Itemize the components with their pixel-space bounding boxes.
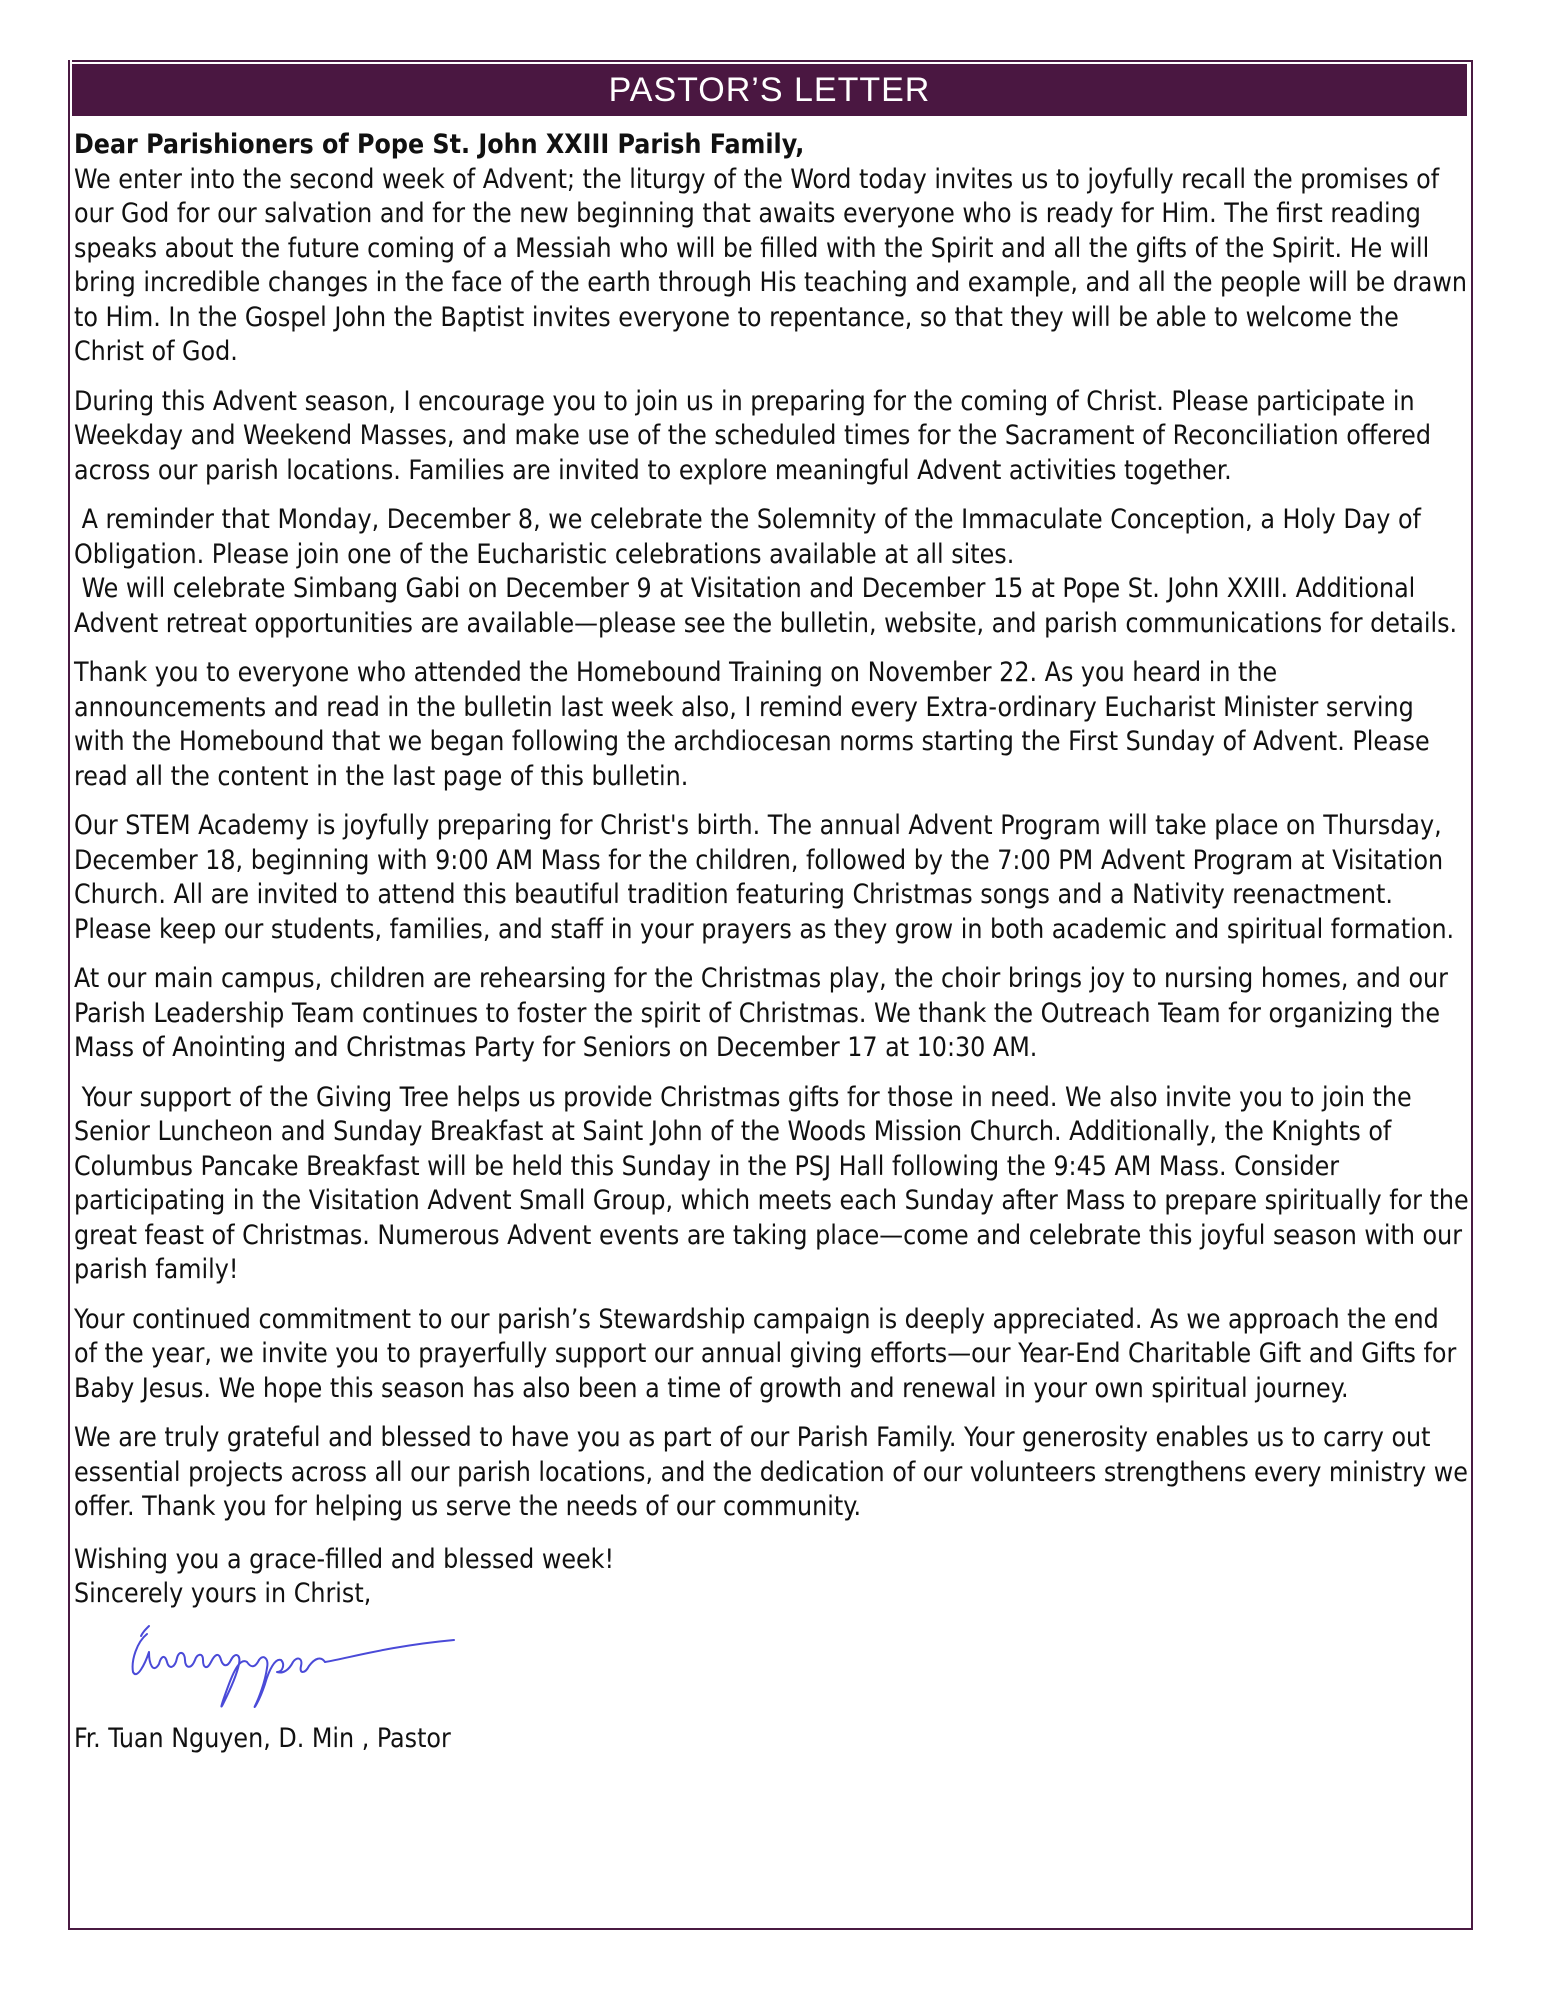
paragraph: Your continued commitment to our parish’s Stewardship campaign is deeply appreciated. As we approach the end of the year, we invite you to prayerfully support our annual giving efforts—our Year-End Charitable Gift and Gifts for Baby Jesus. We hope this season has also been a time of growth and renewal in your own spiritual journey.: [74, 1303, 1457, 1404]
paragraph: During this Advent season, I encourage you to join us in preparing for the coming of Christ. Please participate in Weekday and Weekend Masses, and make use of the scheduled times for the Sacrament of Reconciliation offered across our parish locations. Families are invited to explore meaningful Advent activities together.: [74, 385, 1431, 486]
letter-body: [74, 128, 1477, 1756]
closing-greeting: Wishing you a grace-filled and blessed week!: [74, 1543, 615, 1575]
paragraph: We enter into the second week of Advent; the liturgy of the Word today invites us to joyfully recall the promises of our God for our salvation and for the new beginning that awaits everyone who is ready for Him. The first reading speaks about the future coming of a Messiah who will be filled with the Spirit and all the gifts of the Spirit. He will bring incredible changes in the face of the earth through His teaching and example, and all the people will be drawn to Him. In the Gospel John the Baptist invites everyone to repentance, so that they will be able to welcome the Christ of God.: [74, 163, 1467, 367]
paragraph: Thank you to everyone who attended the Homebound Training on November 22. As you heard in the announcements and read in the bulletin last week also, I remind every Extra-ordinary Eucharist Minister serving with the Homebound that we began following the archdiocesan norms starting the First Sunday of Advent. Please read all the content in the last page of this bulletin.: [74, 657, 1430, 792]
section-header: [72, 64, 1467, 116]
signer-name: Fr. Tuan Nguyen, D. Min , Pastor: [74, 1722, 451, 1754]
paragraph: Our STEM Academy is joyfully preparing for Christ's birth. The annual Advent Program will take place on Thursday, December 18, beginning with 9:00 AM Mass for the children, followed by the 7:00 PM Advent Program at Visitation Church. All are invited to attend this beautiful tradition featuring Christmas songs and a Nativity reenactment. Please keep our students, families, and staff in your prayers as they grow in both academic and spiritual formation.: [74, 810, 1455, 945]
closing-valediction: Sincerely yours in Christ,: [74, 1578, 372, 1609]
paragraph: We are truly grateful and blessed to have you as part of our Parish Family. Your generosity enables us to carry out essential projects across all our parish locations, and the dedication of our volunteers strengthens every ministry we offer. Thank you for helping us serve the needs of our community.: [74, 1422, 1468, 1522]
section-title: PASTOR’S LETTER: [608, 71, 931, 109]
paragraph: A reminder that Monday, December 8, we celebrate the Solemnity of the Immaculate Conception, a Holy Day of Obligation. Please join one of the Eucharistic celebrations available at all sites.: [74, 504, 1429, 570]
signature-icon: [74, 1612, 1469, 1722]
salutation: Dear Parishioners of Pope St. John XXIII Parish Family,: [74, 129, 805, 160]
paragraph: We will celebrate Simbang Gabi on December 9 at Visitation and December 15 at Pope St. John XXIII. Additional Advent retreat opportunities are available—please see the bulletin, website, and parish communications for details.: [74, 573, 1458, 639]
paragraph: At our main campus, children are rehearsing for the Christmas play, the choir brings joy to nursing homes, and our Parish Leadership Team continues to foster the spirit of Christmas. We thank the Outreach Team for organizing the Mass of Anointing and Christmas Party for Seniors on December 17 at 10:30 AM.: [74, 963, 1448, 1063]
paragraph: Your support of the Giving Tree helps us provide Christmas gifts for those in need. We also invite you to join the Senior Luncheon and Sunday Breakfast at Saint John of the Woods Mission Church. Additionally, the Knights of Columbus Pancake Breakfast will be held this Sunday in the PSJ Hall following the 9:45 AM Mass. Consider participating in the Visitation Advent Small Group, which meets each Sunday after Mass to prepare spiritually for the great feast of Christmas. Numerous Advent events are taking place—come and celebrate this joyful season with our parish family!: [74, 1081, 1477, 1285]
